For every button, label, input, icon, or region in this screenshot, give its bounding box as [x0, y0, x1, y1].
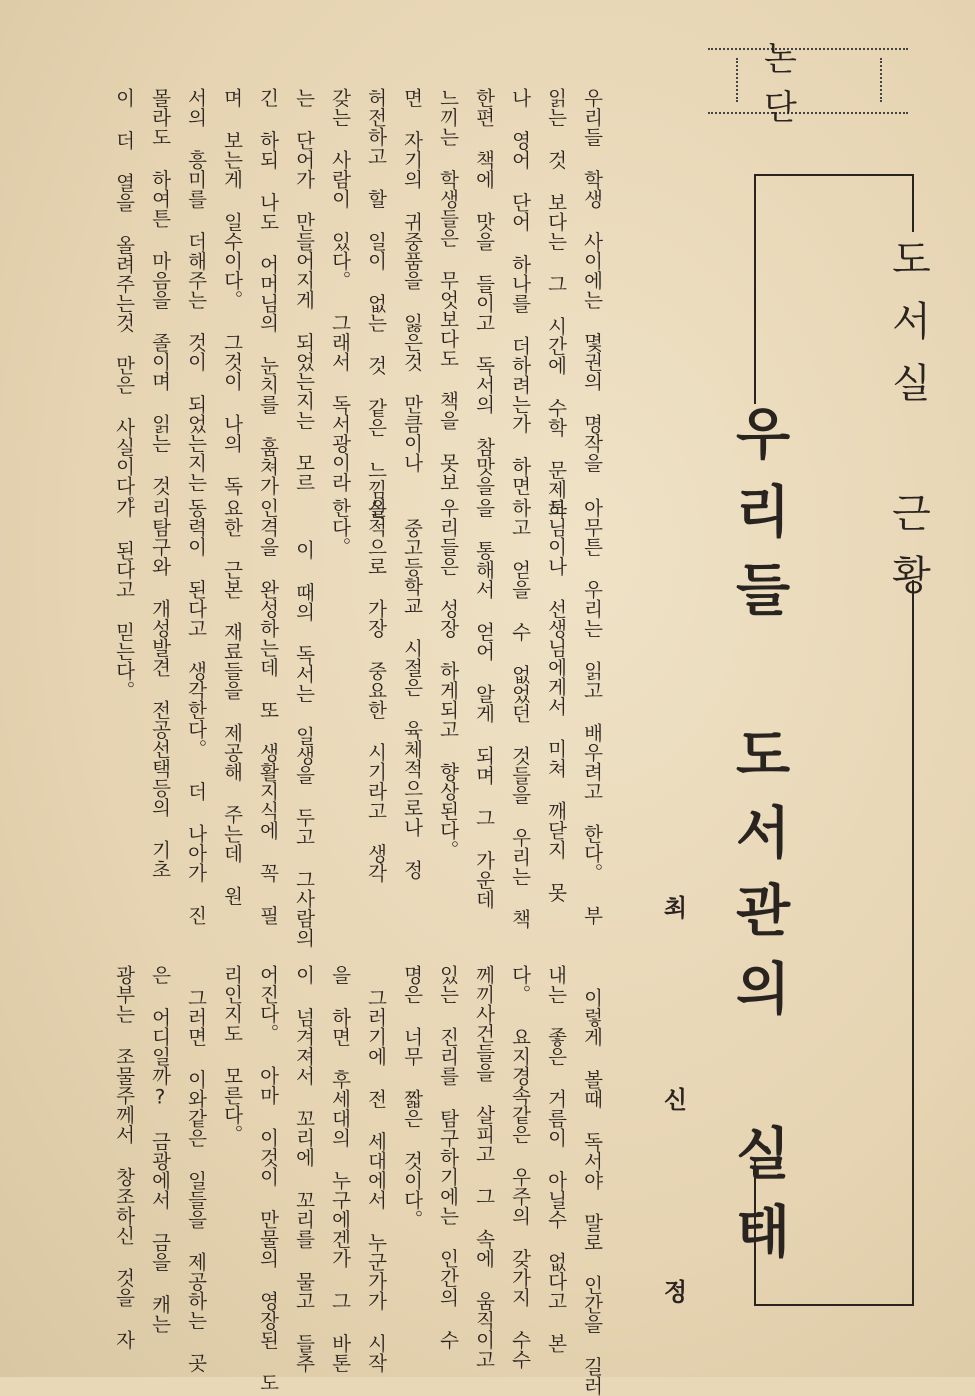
author-name: 최 신 정	[659, 895, 687, 1373]
text-column: 을 통해서 얻어 알게 되며 그 가운데	[472, 498, 496, 909]
text-column: 한다。	[328, 498, 352, 557]
text-column: 께끼사건들을 살피고 그 속에 움직이고	[472, 965, 496, 1369]
text-column: 이 넘겨져서 꼬리에 꼬리를 물고 들추	[292, 965, 316, 1373]
text-column: 명은 너무 짧은 것이다。	[400, 965, 424, 1229]
text-column: 나 영어 단어 하나를 더하려는가 하면	[508, 88, 532, 496]
text-column: 한편 책에 맛을 들이고 독서의 참맛을	[472, 88, 496, 496]
text-column: 몰라도 하여튼 마음을 졸이며 읽는 것	[148, 88, 172, 496]
text-column: 이 때의 독서는 일생을 두고 그사람의	[292, 540, 316, 948]
text-column: 며 보는게 일수이다。 그것이 나의 독	[220, 88, 244, 496]
text-column: 을 하면 후세대의 누구에겐가 그 바톤	[328, 965, 352, 1373]
text-column: 이렇게 볼때 독서야 말로 인간을 길러	[580, 988, 604, 1396]
title-frame-right-upper	[912, 174, 914, 232]
text-column: 신적으로 가장 중요한 시기라고 생각	[364, 498, 388, 883]
title-frame-right-lower	[912, 580, 914, 1306]
article-subtitle: 도서실 근황	[885, 238, 931, 616]
text-column: 이 더 열을 올려주는것 만은 사실이다。	[112, 88, 136, 515]
title-frame-bottom	[754, 1304, 914, 1306]
text-column: 긴 하되 나도 어머님의 눈치를 훔쳐가	[256, 88, 280, 496]
text-column: 아무튼 우리는 읽고 배우려고 한다。 부	[580, 498, 604, 925]
text-column: 갖는 사람이 있다。 그래서 독서광이라	[328, 88, 352, 492]
title-frame-top	[754, 174, 914, 176]
text-column: 모님이나 선생님에게서 미쳐 깨닫지 못	[544, 498, 568, 902]
text-column: 우리들은 성장 하게되고 향상된다。	[436, 498, 460, 860]
article-title: 우리들 도서관의 실태	[726, 404, 791, 1280]
text-column: 가 된다고 믿는다。	[112, 498, 136, 700]
section-label-box	[708, 39, 908, 128]
title-frame-left-upper	[754, 174, 756, 404]
text-column: 우리들 학생 사이에는 몇권의 명작을	[580, 88, 604, 473]
text-column: 는 단어가 만들어지게 되었는지는 모르	[292, 88, 316, 492]
text-column: 어진다。 아마 이것이 만물의 영장된 도	[256, 965, 280, 1392]
text-column: 면 자기의 귀중품을 잃은것 만큼이나	[400, 88, 424, 473]
text-column: 있는 진리를 탐구하기에는 인간의 수	[436, 965, 460, 1350]
text-column: 그러기에 전 세대에서 누군가가 시작	[364, 988, 388, 1373]
text-column: 리탐구와 개성발견 전공선택등의 기초	[148, 498, 172, 879]
text-column: 은 어디일까? 금광에서 금을 캐는	[148, 965, 172, 1334]
text-column: 허전하고 할 일이 없는 것 같은 느낌을	[364, 88, 388, 519]
text-column: 다。 요지경속같은 우주의 갖가지 수수	[508, 965, 532, 1369]
text-column: 리인지도 모른다。	[220, 965, 244, 1144]
text-column: 동력이 된다고 생각한다。 더 나아가 진	[184, 498, 208, 925]
text-column: 그러면 이와같은 일들을 제공하는 곳	[184, 988, 208, 1373]
text-column: 요한 근본 재료들을 제공해 주는데 원	[220, 498, 244, 906]
text-column: 하고 얻을 수 없었던 것들을 우리는 책	[508, 498, 532, 929]
text-column: 읽는 것 보다는 그 시간에 수학 문제하	[544, 88, 568, 519]
text-column: 중고등학교 시절은 육체적으로나 정	[400, 518, 424, 880]
text-column: 서의 흥미를 더해주는 것이 되었는지는	[184, 88, 208, 492]
text-column: 느끼는 학생들은 무엇보다도 책을 못보	[436, 88, 460, 492]
section-label: 논 단	[736, 58, 882, 102]
text-column: 내는 좋은 거름이 아닐수 없다고 본	[544, 965, 568, 1353]
text-column: 인격을 완성하는데 또 생활지식에 꼭 필	[256, 498, 280, 925]
text-column: 광부는 조물주께서 창조하신 것을 자	[112, 965, 136, 1350]
